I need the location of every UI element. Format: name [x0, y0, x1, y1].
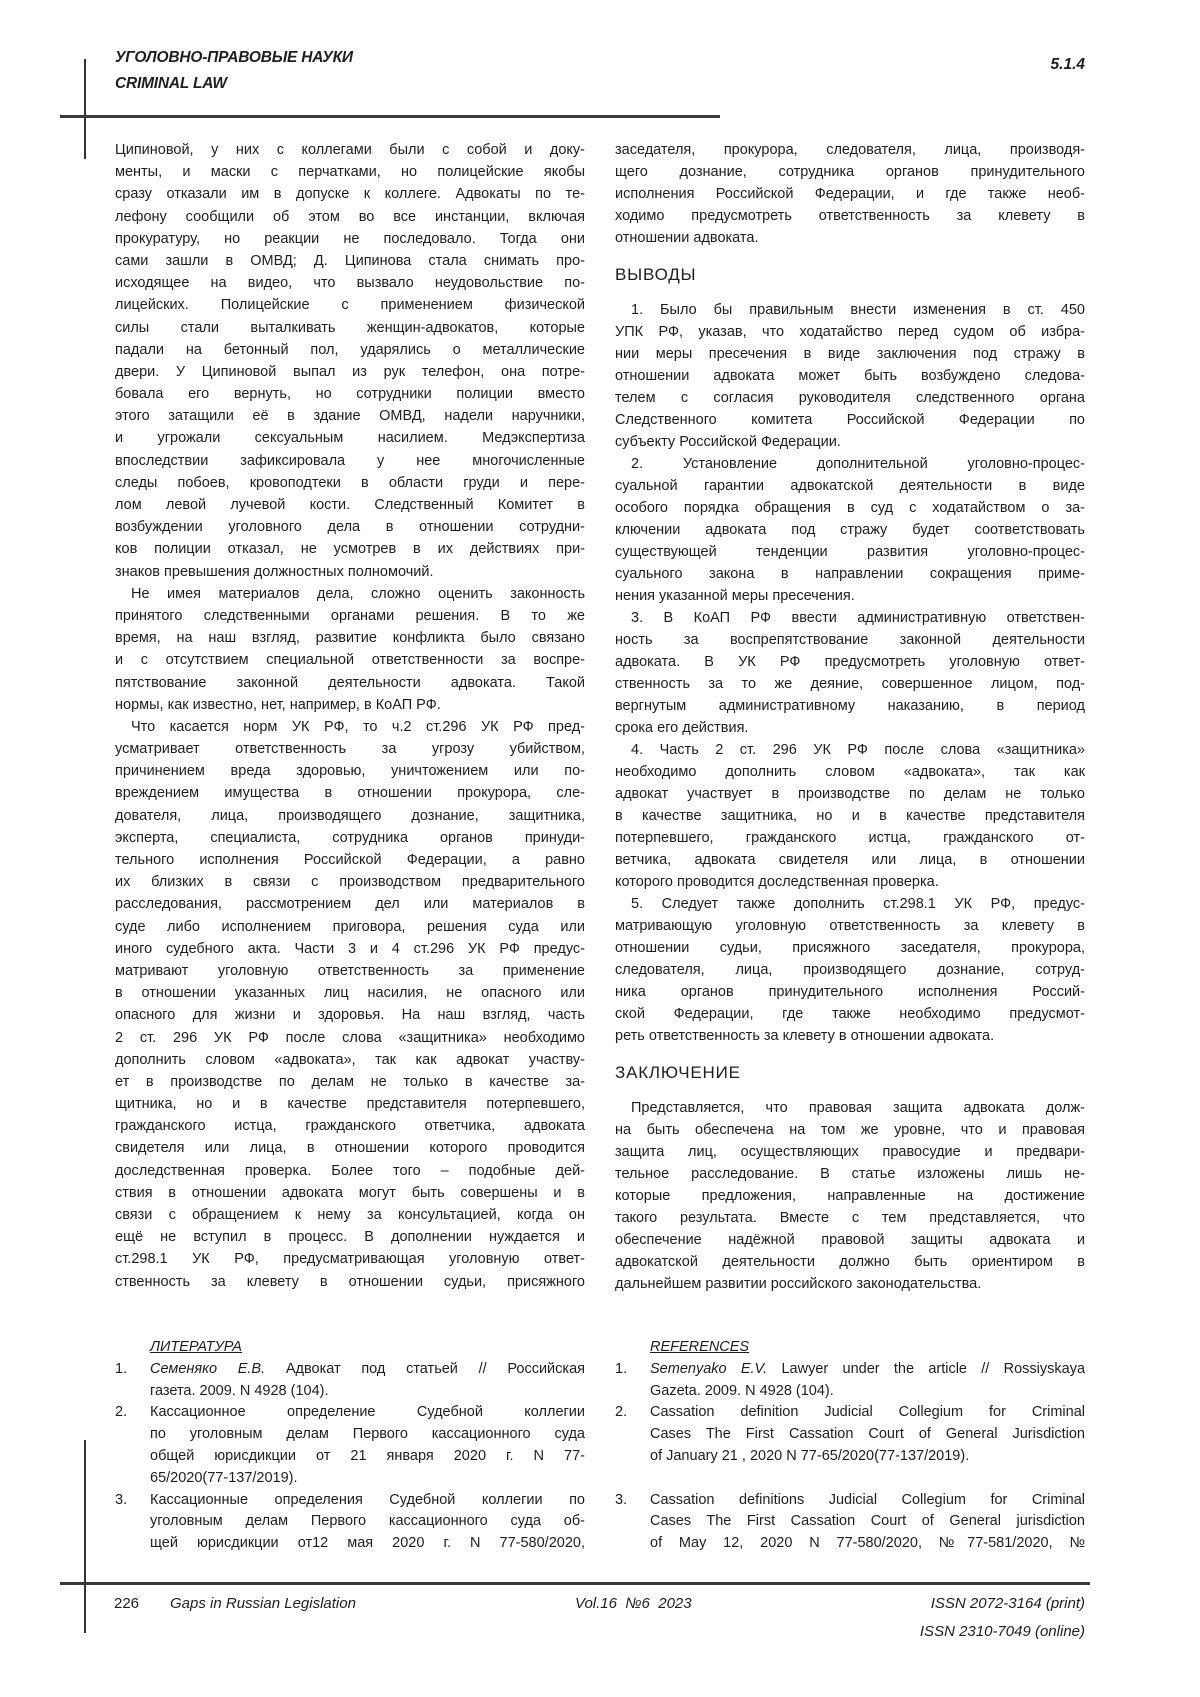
text-line: эксперта, специалиста, сотрудника органов принуди- — [115, 827, 585, 849]
reference-text — [150, 1359, 585, 1403]
text-line: 2. Установление дополнительной уголовно-процес- — [615, 453, 1085, 475]
text-line: пятствование законной деятельности адвоката. Такой — [115, 672, 585, 694]
reference-line — [150, 1490, 585, 1512]
text-line: ность за воспрепятствование законной деятельности — [615, 629, 1085, 651]
text-line: вреждением имущества в отношении прокурора, сле- — [115, 782, 585, 804]
text-line: отношении судьи, присяжного заседателя, прокурора, — [615, 937, 1085, 959]
text-line: доследственная проверка. Более того – подобные дей- — [115, 1160, 585, 1182]
references-title: REFERENCES — [650, 1337, 1085, 1359]
reference-line-text: Кассационное определение Судебной коллегии — [150, 1404, 585, 1420]
text-line: которого проводится доследственная проверка. — [615, 871, 1085, 893]
text-line: следователя, лица, производящего дознание, сотруд- — [615, 959, 1085, 981]
reference-item — [115, 1402, 585, 1489]
text-line: менты, и маски с перчатками, но полицейские якобы — [115, 161, 585, 183]
journal-title: Gaps in Russian Legislation — [170, 1595, 356, 1612]
text-line: особого порядка обращения в суд с ходатайством о за- — [615, 497, 1085, 519]
text-line: опасного для жизни и здоровья. На наш взгляд, часть — [115, 1004, 585, 1026]
text-line: обеспечение надёжной правовой защиты адвоката и — [615, 1229, 1085, 1251]
text-line: иного судебного акта. Части 3 и 4 ст.296 УК РФ предус- — [115, 938, 585, 960]
issn-online: ISSN 2310-7049 (online) — [920, 1623, 1085, 1640]
reference-line-text: Cassation definitions Judicial Collegium for Criminal — [650, 1492, 1085, 1508]
text-line: ственность за клевету в отношении судьи, присяжного — [115, 1271, 585, 1293]
reference-line-text: Cases The First Cassation Court of General jurisdiction — [650, 1513, 1085, 1529]
reference-line — [150, 1446, 585, 1468]
reference-line — [650, 1381, 1085, 1403]
issn-print: ISSN 2072-3164 (print) — [931, 1595, 1085, 1612]
text-line: дальнейшем развитии российского законодательства. — [615, 1273, 1085, 1295]
text-line: впоследствии зафиксировала у нее многочисленные — [115, 450, 585, 472]
references-russian — [115, 1337, 585, 1555]
page-number: 226 — [114, 1595, 139, 1612]
text-line: Не имея материалов дела, сложно оценить законность — [115, 583, 585, 605]
reference-line — [150, 1468, 585, 1490]
text-line: следы побоев, кровоподтеки в области груди и пере- — [115, 472, 585, 494]
text-line: Что касается норм УК РФ, то ч.2 ст.296 УК РФ пред- — [115, 716, 585, 738]
text-line: телем с согласия руководителя следственного органа — [615, 387, 1085, 409]
reference-line — [150, 1424, 585, 1446]
reference-line-text: общей юрисдикции от 21 января 2020 г. N 77- — [150, 1448, 585, 1464]
paragraph — [615, 739, 1085, 893]
text-line: адвоката. В УК РФ предусмотреть уголовную ответ- — [615, 651, 1085, 673]
reference-line — [150, 1533, 585, 1555]
text-line: матривают уголовную ответственность за применение — [115, 960, 585, 982]
text-line: вергнутым административному наказанию, в период — [615, 695, 1085, 717]
reference-number: 3. — [115, 1490, 150, 1555]
reference-line — [150, 1511, 585, 1533]
text-line: на быть обеспечена на том же уровне, что и правовая — [615, 1119, 1085, 1141]
reference-line — [150, 1359, 585, 1381]
text-line: дополнить словом «адвоката», так как адвокат участву- — [115, 1049, 585, 1071]
text-line: Представляется, что правовая защита адвоката долж- — [615, 1097, 1085, 1119]
text-line: суальной гарантии адвокатской деятельности в виде — [615, 475, 1085, 497]
reference-item — [115, 1359, 585, 1403]
text-line: 1. Было бы правильным внести изменения в ст. 450 — [615, 299, 1085, 321]
text-line: двери. У Ципиновой выпал из рук телефон, она потре- — [115, 361, 585, 383]
text-line: падали на бетонный пол, ударялись о металлические — [115, 339, 585, 361]
text-line: щитника, но и в качестве представителя потерпевшего, — [115, 1093, 585, 1115]
reference-number: 3. — [615, 1490, 650, 1555]
margin-rule-top — [84, 59, 86, 159]
text-line: связи с обращением к нему за консультацией, когда он — [115, 1204, 585, 1226]
text-line: ков полиции отказал, не усмотрев в их действиях при- — [115, 538, 585, 560]
reference-line — [650, 1446, 1085, 1468]
text-line: лицейских. Полицейские с применением физической — [115, 294, 585, 316]
reference-item — [115, 1490, 585, 1555]
text-line: ственность за то же деяние, совершенное лицом, под- — [615, 673, 1085, 695]
reference-line — [150, 1402, 585, 1424]
paragraph — [615, 299, 1085, 453]
reference-line-text: Gazeta. 2009. N 4928 (104). — [650, 1383, 834, 1399]
paragraph — [615, 139, 1085, 249]
text-line: гражданского истца, гражданского ответчика, адвоката — [115, 1115, 585, 1137]
paragraph — [615, 1097, 1085, 1295]
text-line: ствия в отношении адвоката могут быть совершены и в — [115, 1182, 585, 1204]
text-line: причинением вреда здоровью, уничтожением или по- — [115, 760, 585, 782]
text-line: Ципиновой, у них с коллегами были с собой и доку- — [115, 139, 585, 161]
paragraph — [115, 583, 585, 716]
reference-line-text: Адвокат под статьей // Российская — [286, 1361, 585, 1377]
text-line: исходящее на видео, что вызвало неудовольствие по- — [115, 272, 585, 294]
reference-line — [650, 1490, 1085, 1512]
text-line: 5. Следует также дополнить ст.298.1 УК РФ, предус- — [615, 893, 1085, 915]
text-line: исполнения Российской Федерации, и где также необ- — [615, 183, 1085, 205]
text-line: дователя, лица, производящего дознание, защитника, — [115, 805, 585, 827]
reference-line — [650, 1511, 1085, 1533]
reference-line-text: уголовным делам Первого кассационного суда об- — [150, 1513, 585, 1529]
text-line: знаков превышения должностных полномочий. — [115, 561, 585, 583]
text-line: ет в производстве по делам не только в качестве за- — [115, 1071, 585, 1093]
text-line: лефону сообщили об этом во все инстанции, включая — [115, 206, 585, 228]
reference-line-text: Cassation definition Judicial Collegium for Criminal — [650, 1404, 1085, 1420]
text-line: щего дознание, сотрудника органов принудительного — [615, 161, 1085, 183]
paragraph — [115, 716, 585, 1293]
text-line: необходимо дополнить словом «адвоката», так как — [615, 761, 1085, 783]
reference-line-text: Cases The First Cassation Court of General Jurisdiction — [650, 1426, 1085, 1442]
text-line: ещё не вступил в процесс. В дополнении нуждается и — [115, 1226, 585, 1248]
footer-rule — [60, 1582, 1090, 1585]
text-line: расследования, рассмотрением дел или материалов в — [115, 893, 585, 915]
text-line: 3. В КоАП РФ ввести административную ответствен- — [615, 607, 1085, 629]
text-line: в качестве защитника, но и в качестве представителя — [615, 805, 1085, 827]
text-line: сразу отказали им в допуске к коллеге. Адвокаты по те- — [115, 183, 585, 205]
reference-text — [150, 1402, 585, 1489]
text-line: УПК РФ, указав, что ходатайство перед судом об избра- — [615, 321, 1085, 343]
text-line: ника органов принудительного исполнения Россий- — [615, 981, 1085, 1003]
text-line: ключении адвоката под стражу будет соответствовать — [615, 519, 1085, 541]
text-line: адвокат участвует в производстве по делам не только — [615, 783, 1085, 805]
reference-number: 1. — [615, 1359, 650, 1403]
references-title: ЛИТЕРАТУРА — [150, 1337, 585, 1359]
reference-item — [615, 1402, 1085, 1467]
text-line: принятого следственными органами решения. В то же — [115, 605, 585, 627]
text-line: тельное расследование. В статье изложены лишь не- — [615, 1163, 1085, 1185]
text-line: ходимо предусмотреть ответственность за клевету в — [615, 205, 1085, 227]
paragraph — [115, 139, 585, 583]
reference-text — [150, 1490, 585, 1555]
section-heading: ЗАКЛЮЧЕНИЕ — [615, 1062, 1085, 1084]
left-column — [115, 139, 585, 1293]
text-line: срока его действия. — [615, 717, 1085, 739]
reference-line — [650, 1424, 1085, 1446]
text-line: отношении адвоката. — [615, 227, 1085, 249]
reference-text — [650, 1359, 1085, 1403]
reference-number: 2. — [115, 1402, 150, 1489]
text-line: суального закона в направлении сокращения приме- — [615, 563, 1085, 585]
reference-item — [615, 1490, 1085, 1555]
text-line: в отношении указанных лиц насилия, не опасного или — [115, 982, 585, 1004]
reference-line-text: 65/2020(77-137/2019). — [150, 1470, 298, 1486]
text-line: бовала его вернуть, но сотрудники полиции вместо — [115, 383, 585, 405]
text-line: Следственного комитета Российской Федерации по — [615, 409, 1085, 431]
reference-line — [650, 1359, 1085, 1381]
text-line: потерпевшего, гражданского истца, гражданского от- — [615, 827, 1085, 849]
reference-line-text: газета. 2009. N 4928 (104). — [150, 1383, 329, 1399]
text-line: и с отсутствием специальной ответственности за воспре- — [115, 649, 585, 671]
text-line: заседателя, прокурора, следователя, лица, производя- — [615, 139, 1085, 161]
text-line: этого затащили её в здание ОМВД, надели наручники, — [115, 405, 585, 427]
text-line: нии меры пресечения в виде заключения под стражу в — [615, 343, 1085, 365]
paragraph — [615, 453, 1085, 607]
text-line: субъекту Российской Федерации. — [615, 431, 1085, 453]
reference-text — [650, 1402, 1085, 1467]
text-line: суде либо исполнением приговора, решения суда или — [115, 916, 585, 938]
text-line: усматривает ответственность за угрозу убийством, — [115, 738, 585, 760]
text-line: реть ответственность за клевету в отношении адвоката. — [615, 1025, 1085, 1047]
reference-author: Semenyako E.V. — [650, 1361, 767, 1377]
text-line: защита лиц, осуществляющих правосудие и предвари- — [615, 1141, 1085, 1163]
text-line: тельного исполнения Российской Федерации, а равно — [115, 849, 585, 871]
issue-info: Vol.16 №6 2023 — [575, 1595, 692, 1612]
reference-number: 2. — [615, 1402, 650, 1467]
text-line: адвокатской деятельности должно быть ориентиром в — [615, 1251, 1085, 1273]
reference-line — [150, 1381, 585, 1403]
text-line: нения указанной меры пресечения. — [615, 585, 1085, 607]
text-line: свидетеля или лица, в отношении которого проводится — [115, 1137, 585, 1159]
reference-number: 1. — [115, 1359, 150, 1403]
reference-line — [650, 1533, 1085, 1555]
running-header-ru: УГОЛОВНО-ПРАВОВЫЕ НАУКИ — [115, 45, 353, 71]
text-line: которые предложения, направленные на достижение — [615, 1185, 1085, 1207]
text-line: возбуждении уголовного дела в отношении сотрудни- — [115, 516, 585, 538]
reference-item — [615, 1359, 1085, 1403]
text-line: их близких в связи с производством предварительного — [115, 871, 585, 893]
text-line: 4. Часть 2 ст. 296 УК РФ после слова «защитника» — [615, 739, 1085, 761]
right-column — [615, 139, 1085, 1295]
reference-line-text: по уголовным делам Первого кассационного суда — [150, 1426, 585, 1442]
header-rule — [60, 115, 720, 118]
reference-line-text: of January 21 , 2020 N 77-65/2020(77-137/2019). — [650, 1448, 969, 1464]
text-line: матривающую уголовную ответственность за клевету в — [615, 915, 1085, 937]
paragraph — [615, 607, 1085, 739]
text-line: существующей тенденции развития уголовно-процес- — [615, 541, 1085, 563]
text-line: ветчика, адвоката свидетеля или лица, в отношении — [615, 849, 1085, 871]
margin-rule-bottom — [84, 1440, 86, 1633]
text-line: лом левой лучевой кости. Следственный Комитет в — [115, 494, 585, 516]
text-line: ст.298.1 УК РФ, предусматривающая уголовную ответ- — [115, 1248, 585, 1270]
reference-line — [650, 1402, 1085, 1424]
reference-line-text: Кассационные определения Судебной коллегии по — [150, 1492, 585, 1508]
text-line: отношении адвоката может быть возбуждено следова- — [615, 365, 1085, 387]
section-heading: ВЫВОДЫ — [615, 264, 1085, 286]
text-line: такого результата. Вместе с тем представляется, что — [615, 1207, 1085, 1229]
running-header-en: CRIMINAL LAW — [115, 71, 227, 97]
text-line: время, на наш взгляд, развитие конфликта было связано — [115, 627, 585, 649]
section-code: 5.1.4 — [1051, 56, 1085, 74]
text-line: ской Федерации, где также необходимо предусмот- — [615, 1003, 1085, 1025]
text-line: 2 ст. 296 УК РФ после слова «защитника» необходимо — [115, 1027, 585, 1049]
text-line: и угрожали сексуальным насилием. Медэкспертиза — [115, 427, 585, 449]
text-line: прокуратуру, но реакции не последовало. Тогда они — [115, 228, 585, 250]
paragraph — [615, 893, 1085, 1047]
reference-line-text: Lawyer under the article // Rossiyskaya — [781, 1361, 1085, 1377]
text-line: нормы, как известно, нет, например, в КоАП РФ. — [115, 694, 585, 716]
reference-author: Семеняко Е.В. — [150, 1361, 265, 1377]
references-english — [615, 1337, 1085, 1555]
reference-line-text: of May 12, 2020 N 77-580/2020, №77-581/2020, № — [650, 1535, 1085, 1551]
text-line: силы стали выталкивать женщин-адвокатов, которые — [115, 317, 585, 339]
text-line: сами зашли в ОМВД; Д. Ципинова стала снимать про- — [115, 250, 585, 272]
reference-text — [650, 1490, 1085, 1555]
reference-line-text: щей юрисдикции от12 мая 2020 г. N 77-580/2020, — [150, 1535, 585, 1551]
